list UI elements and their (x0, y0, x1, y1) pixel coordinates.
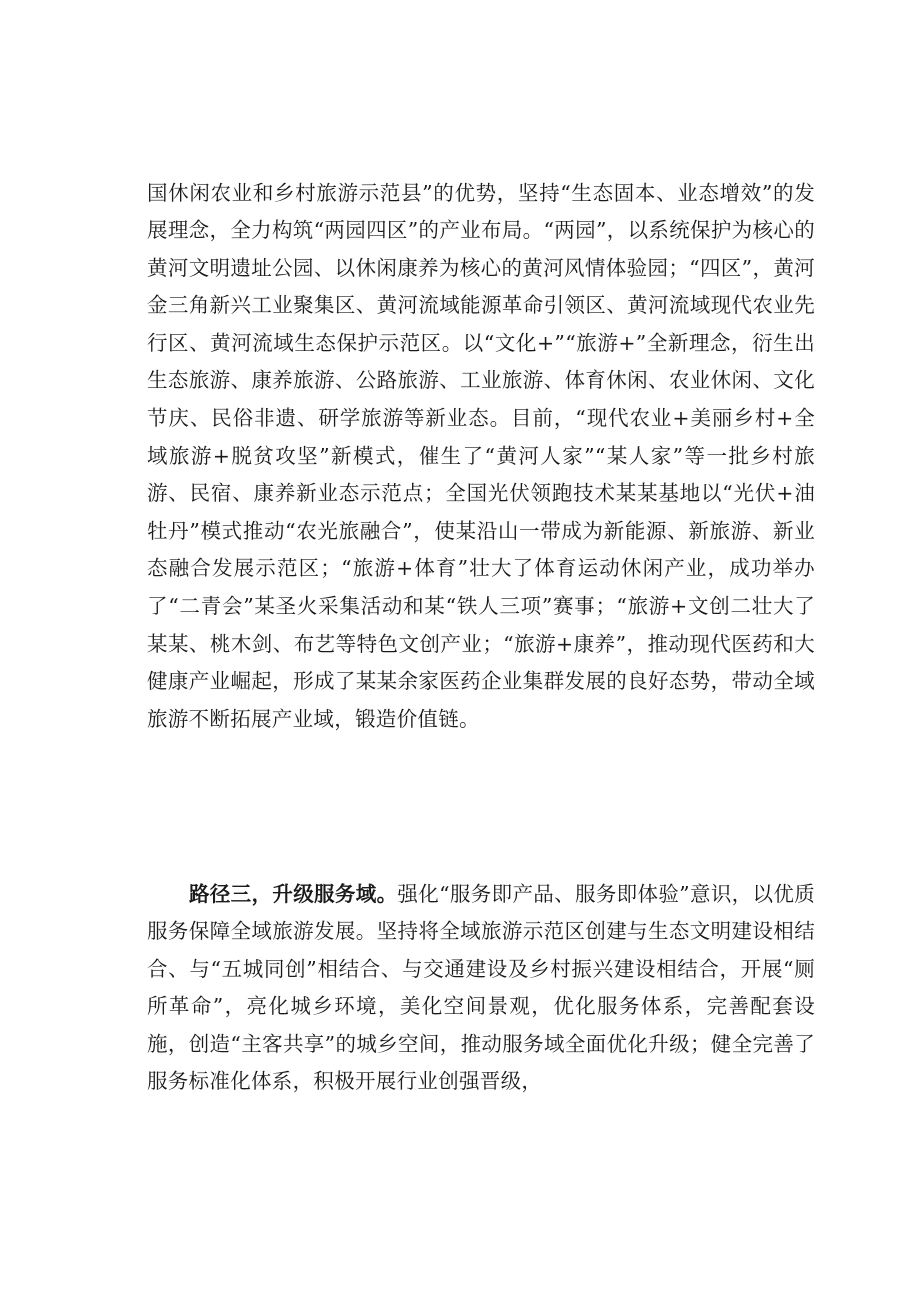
body-paragraph-1: 国休闲农业和乡村旅游示范县”的优势，坚持“生态固本、业态增效”的发展理念，全力构筑“两园四区”的产业布局。“两园”，以系统保护为核心的黄河文明遗址公园、以休闲康养为核心的黄河风情体验园；“四区”，黄河金三角新兴工业聚集区、黄河流域能源革命引领区、黄河流域现代农业先行区、黄河流域生态保护示范区。以“文化+”“旅游+”全新理念，衍生出生态旅游、康养旅游、公路旅游、工业旅游、体育休闲、农业休闲、文化节庆、民俗非遗、研学旅游等新业态。目前，“现代农业+美丽乡村+全域旅游+脱贫攻坚”新模式，催生了“黄河人家”“某人家”等一批乡村旅游、民宿、康养新业态示范点；全国光伏领跑技术某某基地以“光伏+油牡丹”模式推动“农光旅融合”，使某沿山一带成为新能源、新旅游、新业态融合发展示范区；“旅游+体育”壮大了体育运动休闲产业，成功举办了“二青会”某圣火采集活动和某“铁人三项”赛事；“旅游+文创二壮大了某某、桃木剑、布艺等特色文创产业；“旅游+康养”，推动现代医药和大健康产业崛起，形成了某某余家医药企业集群发展的良好态势，带动全域旅游不断拓展产业域，锻造价值链。 (147, 180, 815, 731)
paragraph-body-text: 强化“服务即产品、服务即体验”意识，以优质服务保障全域旅游发展。坚持将全域旅游示范区创建与生态文明建设相结合、与“五城同创”相结合、与交通建设及乡村振兴建设相结合，开展“厕所革命”，亮化城乡环境，美化空间景观，优化服务体系，完善配套设施，创造“主客共享”的城乡空间，推动服务域全面优化升级；健全完善了服务标准化体系，积极开展行业创强晋级， (147, 881, 816, 1094)
paragraph-lead-heading: 路径三，升级服务域。 (189, 881, 398, 906)
body-paragraph-2 (147, 876, 815, 1102)
